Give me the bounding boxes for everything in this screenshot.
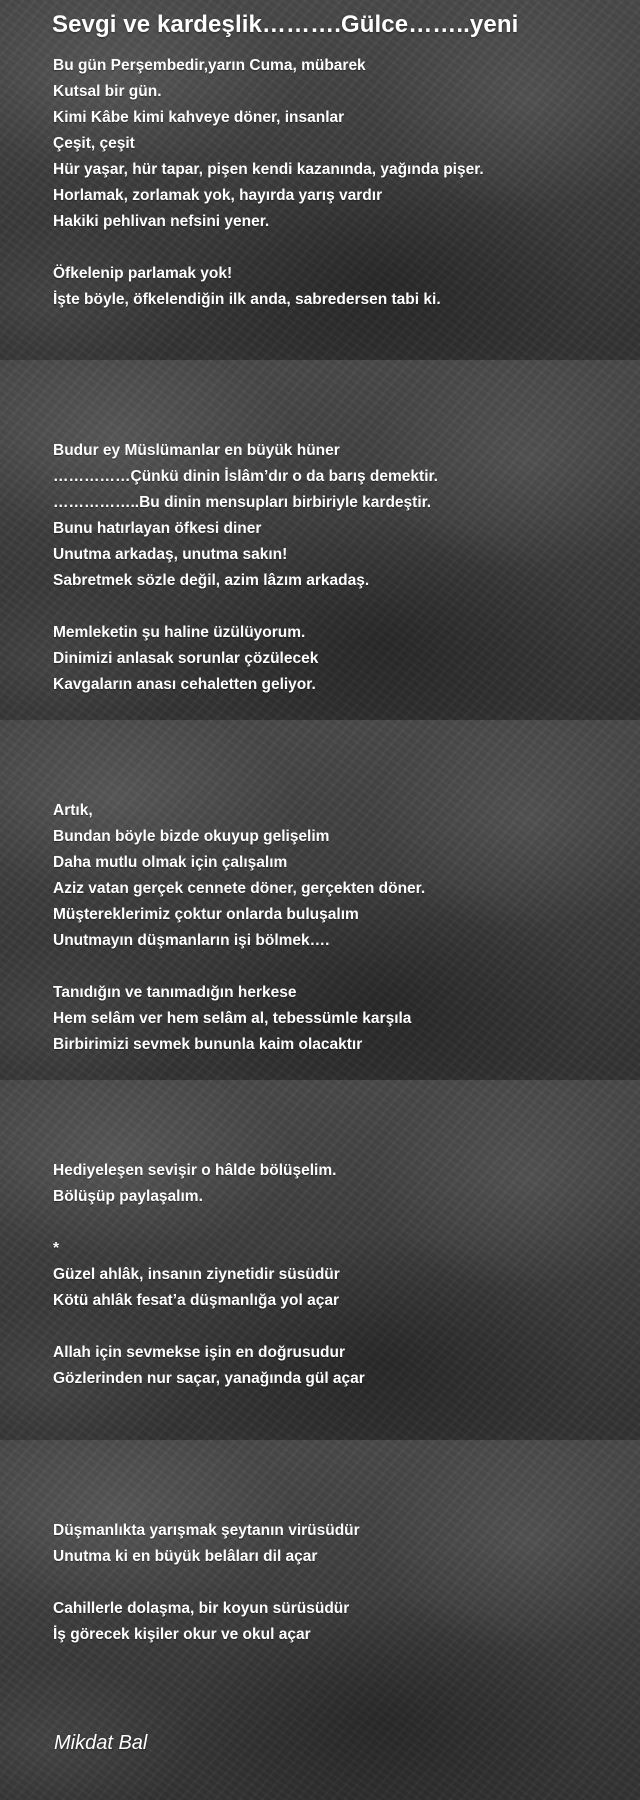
poem-line: Artık, (53, 802, 93, 819)
poem-line: Düşmanlıkta yarışmak şeytanın virüsüdür (53, 1522, 360, 1539)
blank-line (53, 1132, 620, 1158)
poem-panel-5 (0, 1440, 640, 1800)
poem-line: Unutmayın düşmanların işi bölmek…. (53, 932, 330, 949)
author-name: Mikdat Bal (54, 1732, 148, 1754)
blank-line (53, 772, 620, 798)
poem-line: Unutma ki en büyük belâları dil açar (53, 1548, 318, 1565)
poem-line: Budur ey Müslümanlar en büyük hüner (53, 442, 340, 459)
poem-line: Daha mutlu olmak için çalışalım (53, 854, 288, 871)
blank-line (53, 954, 620, 980)
poem-line: Hakiki pehlivan nefsini yener. (53, 213, 270, 230)
poem-line: Memleketin şu haline üzülüyorum. (53, 624, 306, 641)
poem-title: Sevgi ve kardeşlik……….Gülce……..yeni (52, 11, 519, 38)
poem-line: Bunu hatırlayan öfkesi diner (53, 520, 262, 537)
poem-line: Tanıdığın ve tanımadığın herkese (53, 984, 297, 1001)
poem-line: Hür yaşar, hür tapar, pişen kendi kazanında, yağında pişer. (53, 161, 484, 178)
poem-line: Bu gün Perşembedir,yarın Cuma, mübarek (53, 57, 366, 74)
stanza-lines (53, 772, 620, 1058)
poem-line: Birbirimizi sevmek bununla kaim olacaktır (53, 1036, 363, 1053)
poem-line: Aziz vatan gerçek cennete döner, gerçekten döner. (53, 880, 426, 897)
poem-line: Allah için sevmekse işin en doğrusudur (53, 1344, 346, 1361)
poem-line: Sabretmek sözle değil, azim lâzım arkadaş. (53, 572, 370, 589)
poem-line: İşte böyle, öfkelendiğin ilk anda, sabredersen tabi ki. (53, 291, 441, 308)
poem-line: Bölüşüp paylaşalım. (53, 1188, 203, 1205)
blank-line (53, 1314, 620, 1340)
poem-line: Horlamak, zorlamak yok, hayırda yarış vardır (53, 187, 383, 204)
poem-panel-2 (0, 360, 640, 720)
poem-line: Çeşit, çeşit (53, 135, 135, 152)
poem-line: Kavgaların anası cehaletten geliyor. (53, 676, 316, 693)
poem-line: Kötü ahlâk fesat’a düşmanlığa yol açar (53, 1292, 339, 1309)
poem-panel-4 (0, 1080, 640, 1440)
blank-line (53, 1570, 620, 1596)
stanza-lines (53, 53, 620, 313)
poem-panel-3 (0, 720, 640, 1080)
poem-line: Gözlerinden nur saçar, yanağında gül açar (53, 1370, 365, 1387)
poem-line: ……………Çünkü dinin İslâm’dır o da barış demektir. (53, 468, 438, 485)
poem-line: Müştereklerimiz çoktur onlarda buluşalım (53, 906, 359, 923)
poem-line: * (53, 1240, 60, 1257)
poem-line: Cahillerle dolaşma, bir koyun sürüsüdür (53, 1600, 350, 1617)
blank-line (53, 1492, 620, 1518)
stanza-lines (53, 412, 620, 698)
poem-line: ……………..Bu dinin mensupları birbiriyle kardeştir. (53, 494, 432, 511)
blank-line (53, 1210, 620, 1236)
poem-line: Kimi Kâbe kimi kahveye döner, insanlar (53, 109, 345, 126)
poem-line: Kutsal bir gün. (53, 83, 162, 100)
stanza-lines (53, 1132, 620, 1392)
poem-line: Unutma arkadaş, unutma sakın! (53, 546, 288, 563)
poem-line: Bundan böyle bizde okuyup gelişelim (53, 828, 330, 845)
poem-line: İş görecek kişiler okur ve okul açar (53, 1626, 311, 1643)
stanza-lines (53, 1492, 620, 1648)
poem-panel-1 (0, 0, 640, 360)
poem-line: Güzel ahlâk, insanın ziynetidir süsüdür (53, 1266, 340, 1283)
poem-line: Öfkelenip parlamak yok! (53, 265, 233, 282)
blank-line (53, 412, 620, 438)
poem-line: Hediyeleşen sevişir o hâlde bölüşelim. (53, 1162, 337, 1179)
blank-line (53, 594, 620, 620)
poem-line: Hem selâm ver hem selâm al, tebessümle karşıla (53, 1010, 412, 1027)
poem-line: Dinimizi anlasak sorunlar çözülecek (53, 650, 319, 667)
blank-line (53, 235, 620, 261)
